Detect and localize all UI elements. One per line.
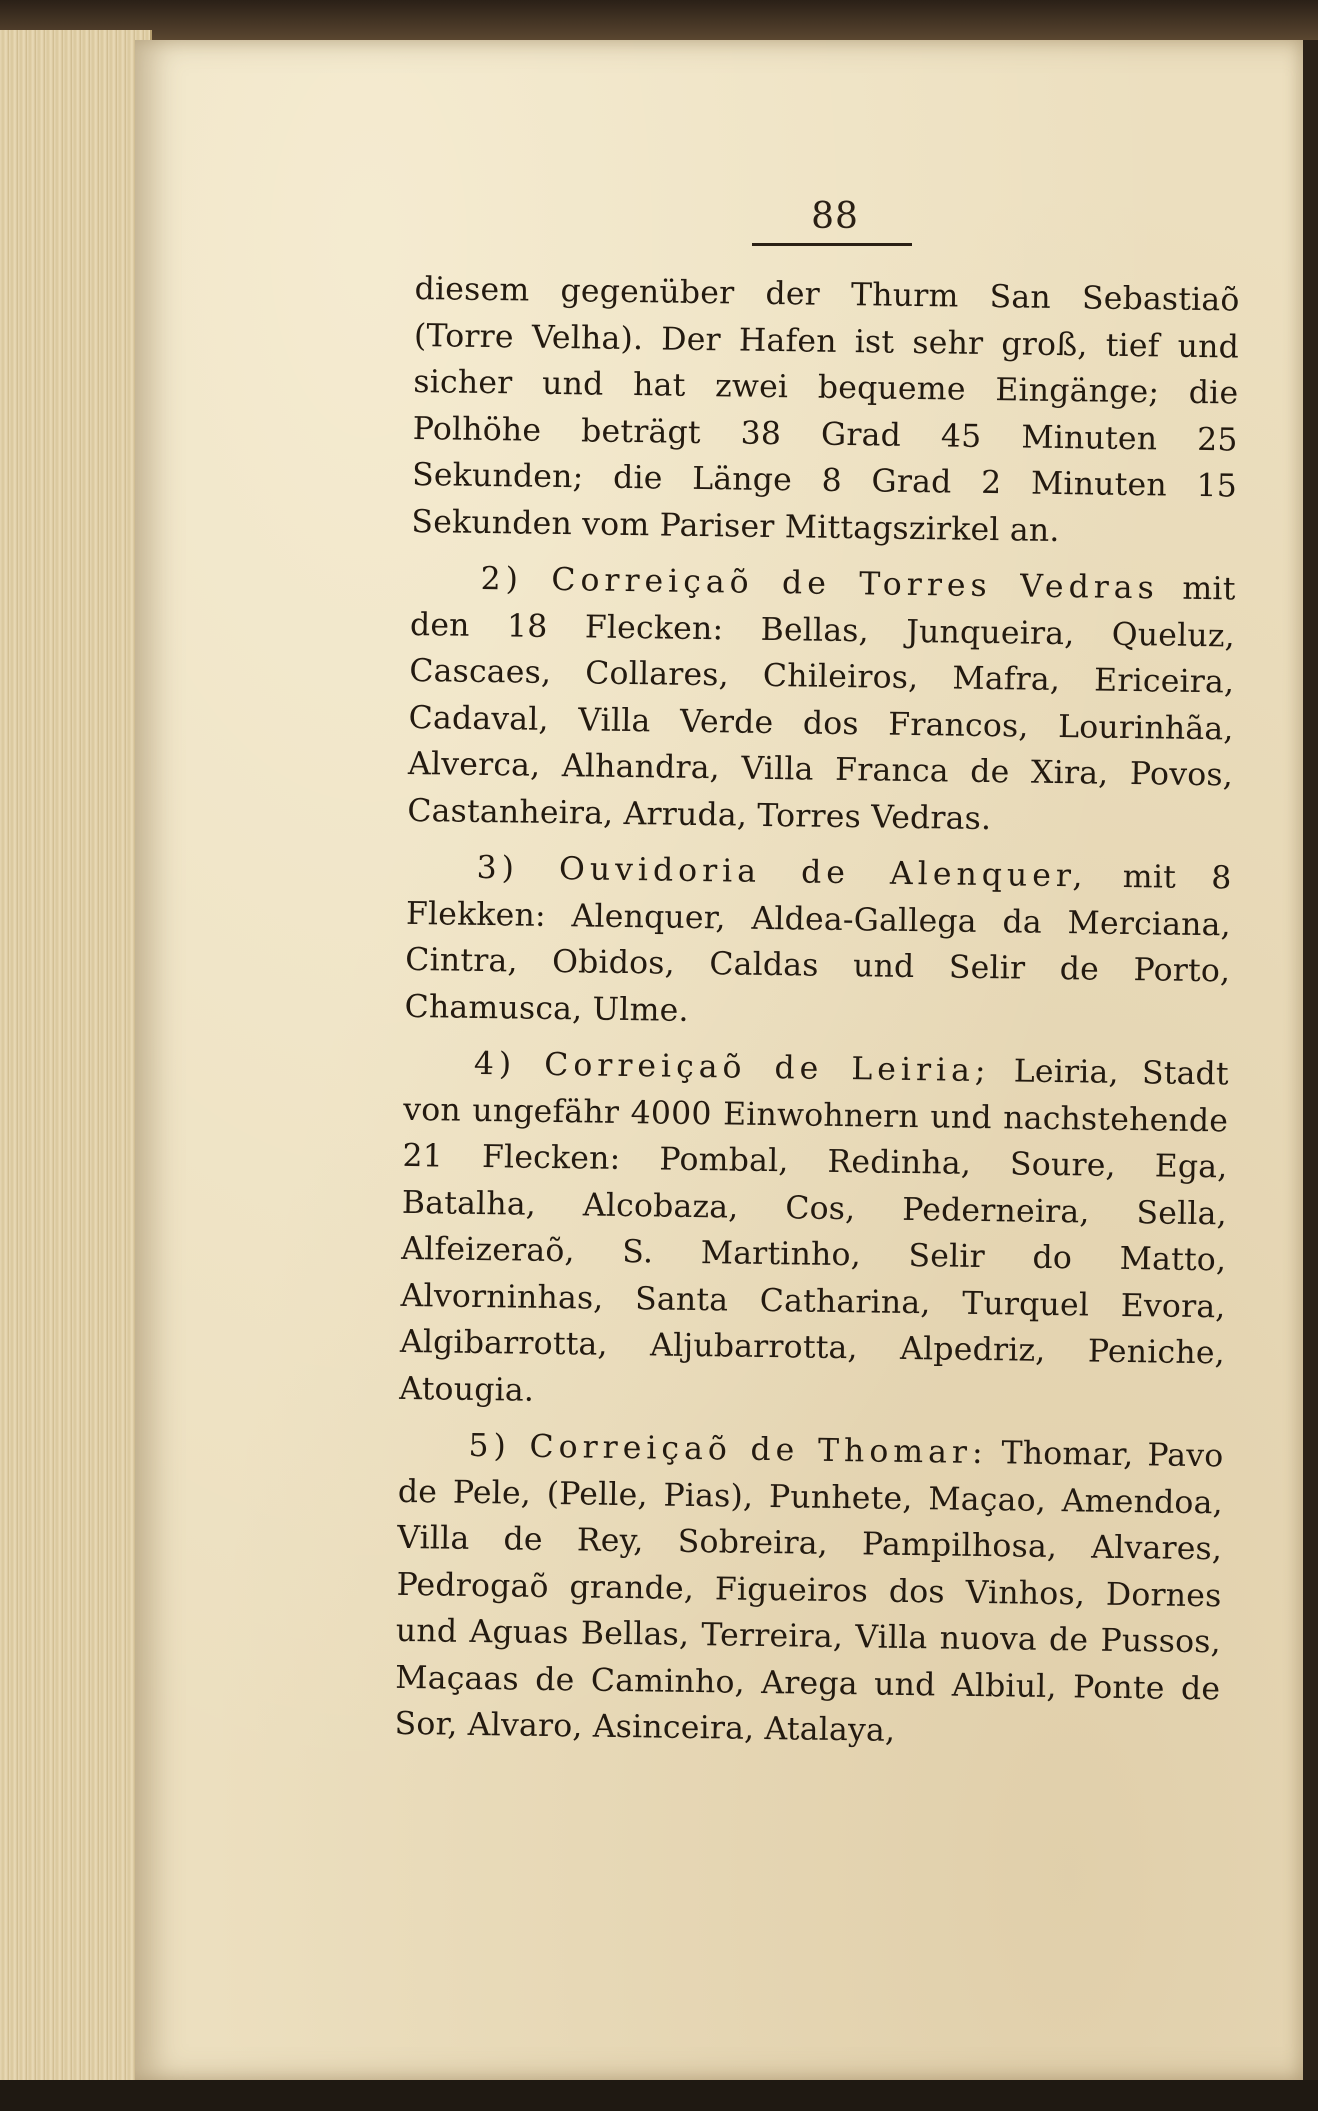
book-bottom-edge: [0, 2080, 1318, 2111]
paragraph-4-text: Leiria, Stadt von ungefähr 4000 Einwohnern und nachstehende 21 Flecken: Pombal, Redinha, Soure, Ega, Batalha, Alcobaza, Cos, Pederneira, Sella, Alfeizeraõ, S. Martinho, Selir do Matto, Alvorninhas, Santa Catharina, Turquel Evora, Algibarrotta, Aljubarrotta, Alpedriz, Peniche, Atougia.: [399, 1053, 1230, 1409]
paragraph-5: [394, 1422, 1223, 1759]
body-text: [394, 266, 1240, 1769]
paragraph-1-text: diesem gegenüber der Thurm San Sebastiaõ (Torre Velha). Der Hafen ist sehr groß, tief und sicher und hat zwei bequeme Eingänge; die Polhöhe beträgt 38 Grad 45 Minuten 25 Sekunden; die Länge 8 Grad 2 Minuten 15 Sekunden vom Pariser Mittagszirkel an.: [411, 270, 1240, 549]
paragraph-5-heading: 5) Correiçaõ de Thomar:: [468, 1427, 988, 1472]
paragraph-4-heading: 4) Correiçaõ de Leiria;: [473, 1045, 991, 1090]
paragraph-2: [407, 555, 1236, 845]
paragraph-4: [399, 1040, 1229, 1423]
paragraph-3-text: mit 8 Flekken: Alenquer, Aldea-Gallega da Merciana, Cintra, Obidos, Caldas und Selir de Porto, Chamusca, Ulme.: [404, 858, 1232, 1029]
page-number: 88: [811, 196, 859, 237]
paragraph-5-text: Thomar, Pavo de Pele, (Pelle, Pias), Punhete, Maçao, Amendoa, Villa de Rey, Sobreira, Pampilhosa, Alvares, Pedrogaõ grande, Figueiros dos Vinhos, Dornes und Aguas Bellas, Terreira, Villa nuova de Pussos, Maçaas de Caminho, Arega und Albiul, Ponte de Sor, Alvaro, Asinceira, Atalaya,: [394, 1435, 1224, 1749]
paragraph-3: [404, 844, 1232, 1042]
page-edges-stack: [0, 30, 152, 2090]
page-number-rule: [752, 243, 912, 246]
book-top-edge: [0, 0, 1318, 40]
paragraph-1: [411, 266, 1240, 556]
paragraph-2-text: mit den 18 Flecken: Bellas, Junqueira, Queluz, Cascaes, Collares, Chileiros, Mafra, Ericeira, Cadaval, Villa Verde dos Francos, Lourinhãa, Alverca, Alhandra, Villa Franca de Xira, Povos, Castanheira, Arruda, Torres Vedras.: [407, 570, 1236, 837]
paragraph-2-heading: 2) Correiçaõ de Torres Vedras: [480, 560, 1160, 607]
paragraph-3-heading: 3) Ouvidoria de Alenquer,: [476, 849, 1088, 895]
